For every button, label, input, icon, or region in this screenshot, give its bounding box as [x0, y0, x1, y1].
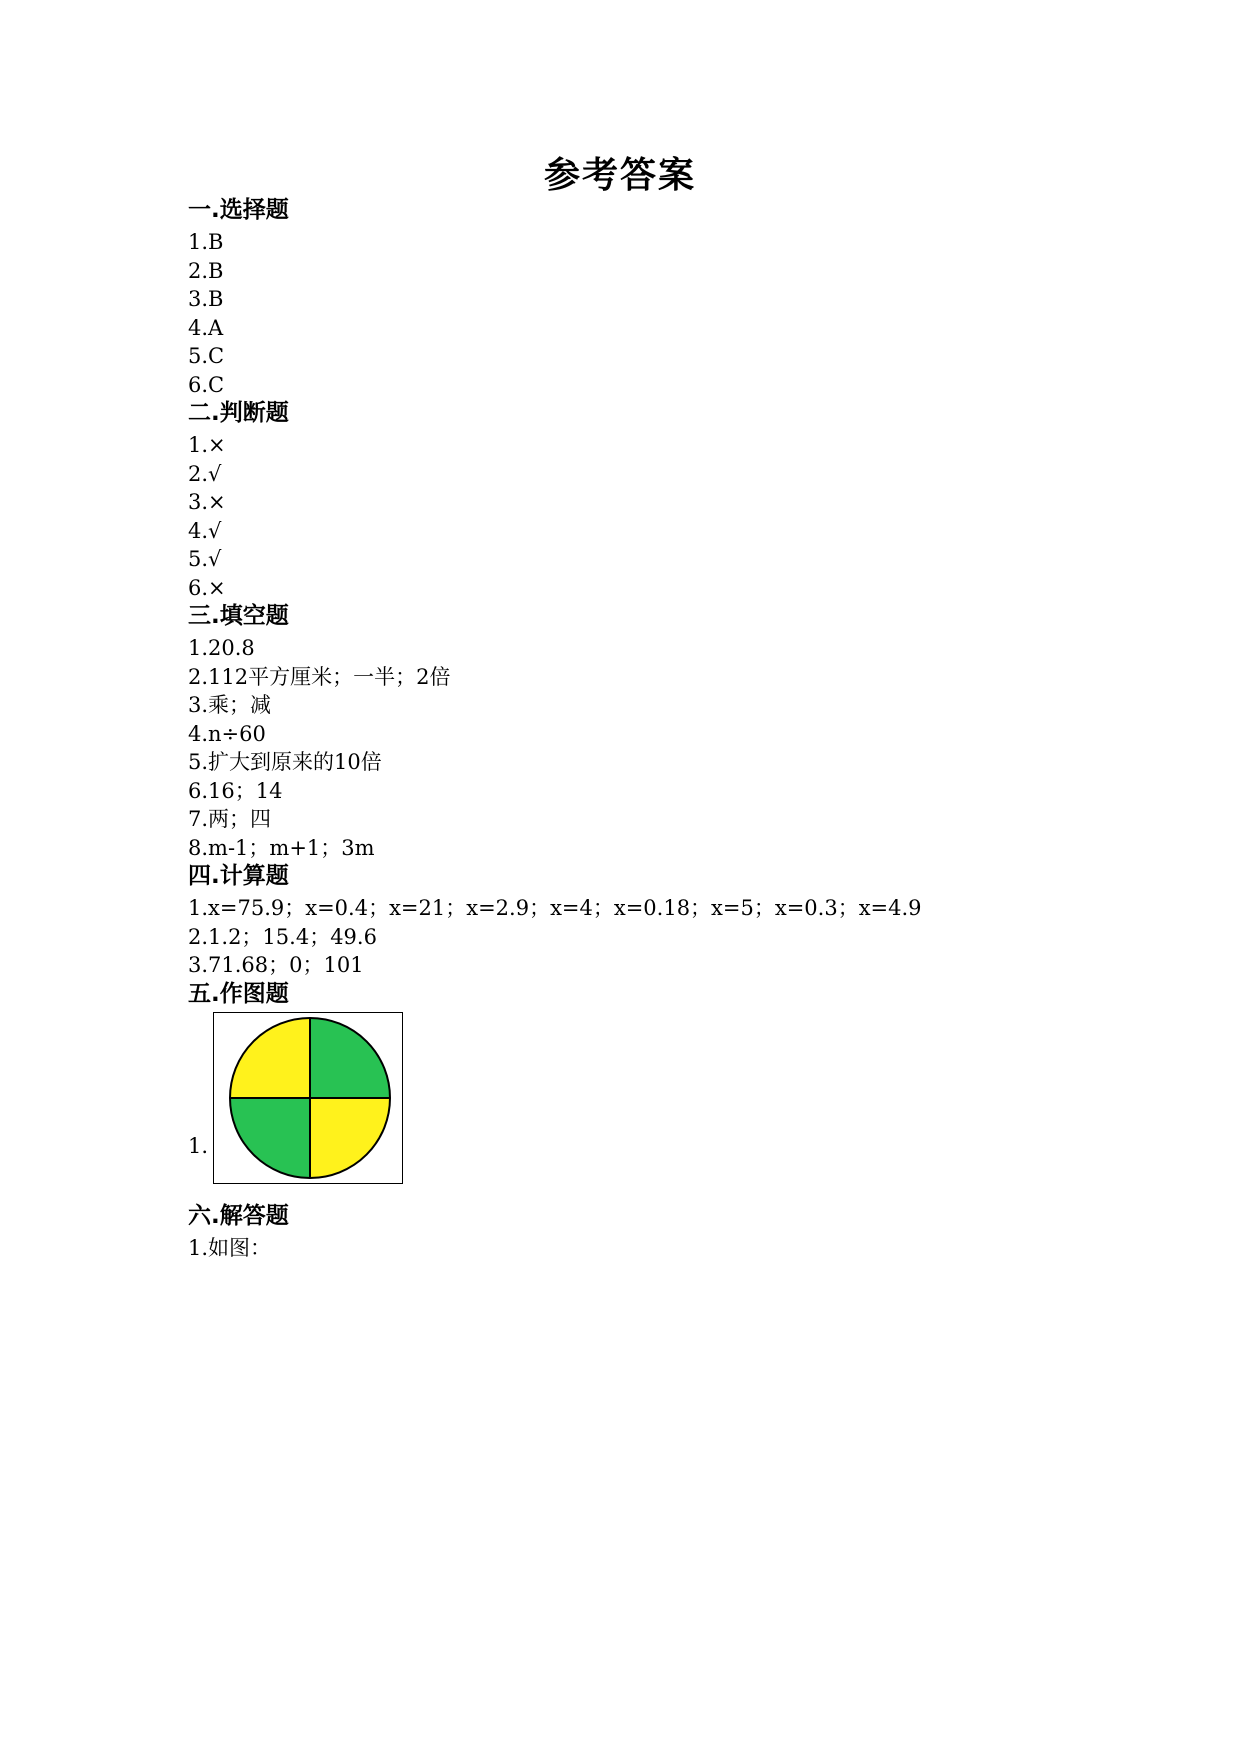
answer-item: 7.两；四 — [188, 807, 272, 831]
answer-item: 4.√ — [188, 518, 222, 543]
section-heading-calculation: 四.计算题 — [188, 863, 289, 889]
answer-item: 3.× — [188, 490, 226, 514]
quadrant-top-left — [230, 1018, 310, 1098]
drawing-answer — [188, 1012, 1088, 1186]
section-heading-drawing: 五.作图题 — [188, 980, 289, 1007]
quadrant-bottom-left — [230, 1098, 310, 1178]
answer-item: 4.n÷60 — [188, 721, 266, 746]
answer-item: 3.B — [188, 287, 224, 311]
answer-item: 6.16；14 — [188, 778, 283, 803]
answer-item: 1.B — [188, 230, 224, 254]
quadrant-top-right — [310, 1018, 390, 1098]
answer-item: 1.20.8 — [188, 636, 255, 660]
answer-item: 2.√ — [188, 461, 222, 486]
answer-item: 4.A — [188, 315, 224, 340]
answer-item: 1.x=75.9；x=0.4；x=21；x=2.9；x=4；x=0.18；x=5；x=0.3；x=4.9 — [188, 896, 922, 920]
quadrant-bottom-right — [310, 1098, 390, 1178]
answer-item: 8.m-1；m+1；3m — [188, 835, 375, 860]
answer-item: 3.乘；减 — [188, 693, 272, 717]
answer-item: 2.1.2；15.4；49.6 — [188, 924, 377, 949]
section-heading-multiple-choice: 一.选择题 — [188, 197, 289, 223]
section-heading-fill-in-blank: 三.填空题 — [188, 603, 289, 629]
answer-item: 2.B — [188, 258, 224, 283]
drawing-figure-frame — [213, 1012, 403, 1184]
answer-item: 3.71.68；0；101 — [188, 953, 364, 977]
section-heading-word-problems: 六.解答题 — [188, 1202, 289, 1229]
page-title: 参考答案 — [543, 155, 696, 196]
answer-content — [188, 196, 1088, 1262]
section-heading-true-false: 二.判断题 — [188, 400, 289, 426]
circle-quadrants-icon — [214, 1013, 402, 1183]
answer-item: 1.如图： — [188, 1235, 272, 1260]
answer-item: 5.扩大到原来的10倍 — [188, 750, 382, 774]
answer-item: 6.× — [188, 575, 226, 600]
drawing-number: 1. — [188, 1133, 209, 1158]
answer-item: 6.C — [188, 372, 225, 397]
answer-item: 1.× — [188, 433, 226, 457]
answer-item: 2.112平方厘米；一半；2倍 — [188, 664, 451, 689]
answer-item: 5.C — [188, 344, 225, 368]
answer-item: 5.√ — [188, 547, 222, 571]
